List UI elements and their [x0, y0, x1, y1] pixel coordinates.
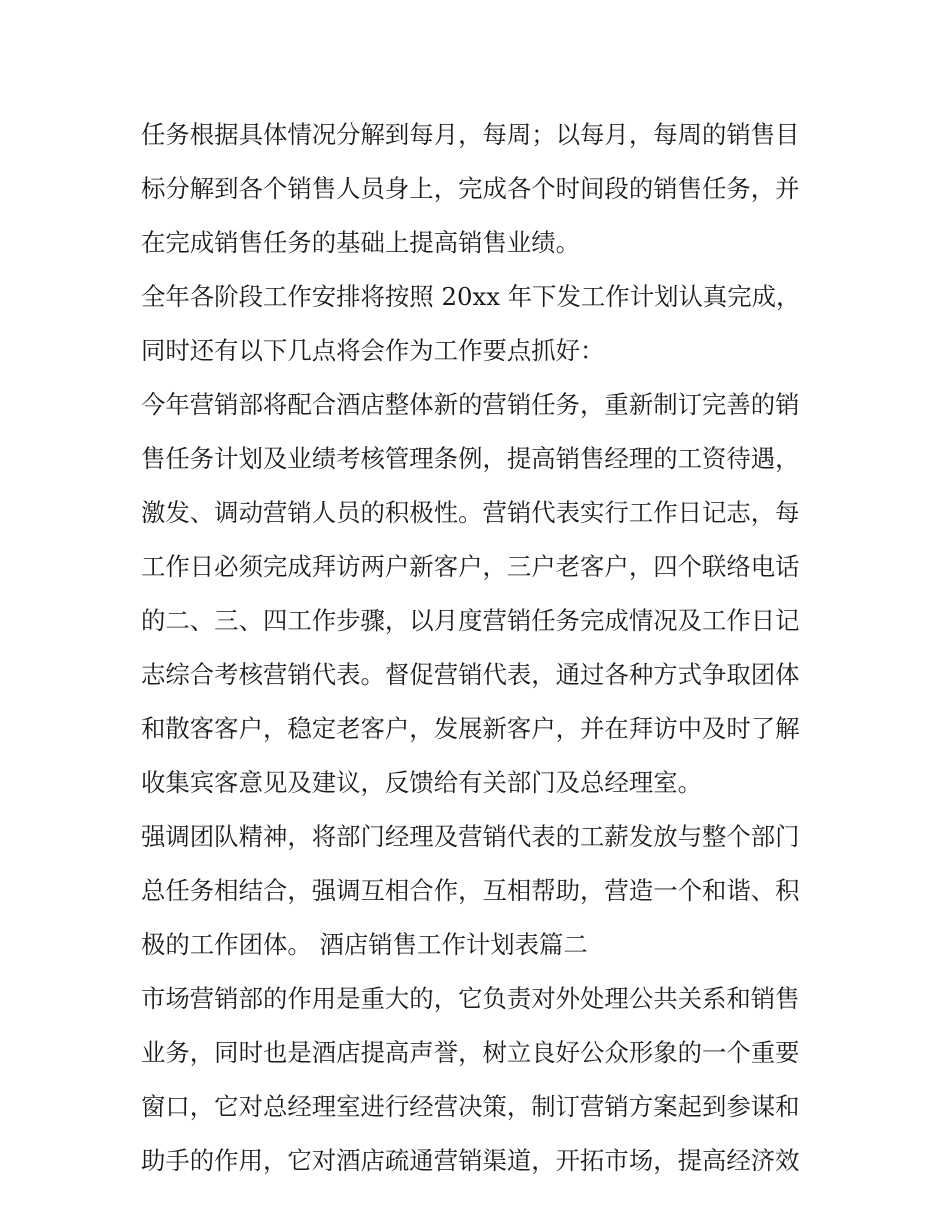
- text-line: 任务根据具体情况分解到每月，每周；以每月，每周的销售目: [141, 120, 800, 149]
- text-line: 收集宾客意见及建议，反馈给有关部门及总经理室。: [141, 768, 702, 797]
- text-line: 在完成销售任务的基础上提高销售业绩。: [141, 228, 581, 257]
- document-body: [141, 108, 813, 1188]
- text-line: 总任务相结合，强调互相合作，互相帮助，营造一个和谐、积: [141, 876, 800, 905]
- text-line: 今年营销部将配合酒店整体新的营销任务，重新制订完善的销: [141, 390, 800, 419]
- text-line: 同时还有以下几点将会作为工作要点抓好：: [141, 336, 605, 365]
- text-line: 助手的作用，它对酒店疏通营销渠道，开拓市场，提高经济效: [141, 1146, 800, 1175]
- text-line: 和散客客户，稳定老客户，发展新客户，并在拜访中及时了解: [141, 714, 800, 743]
- text-line: 的二、三、四工作步骤，以月度营销任务完成情况及工作日记: [141, 606, 800, 635]
- text-line: 极的工作团体。 酒店销售工作计划表篇二: [141, 930, 588, 959]
- text-line: 窗口，它对总经理室进行经营决策，制订营销方案起到参谋和: [141, 1092, 800, 1121]
- text-line: 标分解到各个销售人员身上，完成各个时间段的销售任务，并: [141, 174, 800, 203]
- text-line: 售任务计划及业绩考核管理条例，提高销售经理的工资待遇，: [141, 444, 800, 473]
- text-line: 强调团队精神，将部门经理及营销代表的工薪发放与整个部门: [141, 822, 800, 851]
- text-line: 市场营销部的作用是重大的，它负责对外处理公共关系和销售: [141, 984, 800, 1013]
- text-line: 志综合考核营销代表。督促营销代表，通过各种方式争取团体: [141, 660, 800, 689]
- text-line: 激发、调动营销人员的积极性。营销代表实行工作日记志，每: [141, 498, 800, 527]
- text-line: 业务，同时也是酒店提高声誉，树立良好公众形象的一个重要: [141, 1038, 800, 1067]
- text-line: 工作日必须完成拜访两户新客户，三户老客户，四个联络电话: [141, 552, 800, 581]
- text-line: 全年各阶段工作安排将按照 20xx 年下发工作计划认真完成，: [141, 282, 801, 311]
